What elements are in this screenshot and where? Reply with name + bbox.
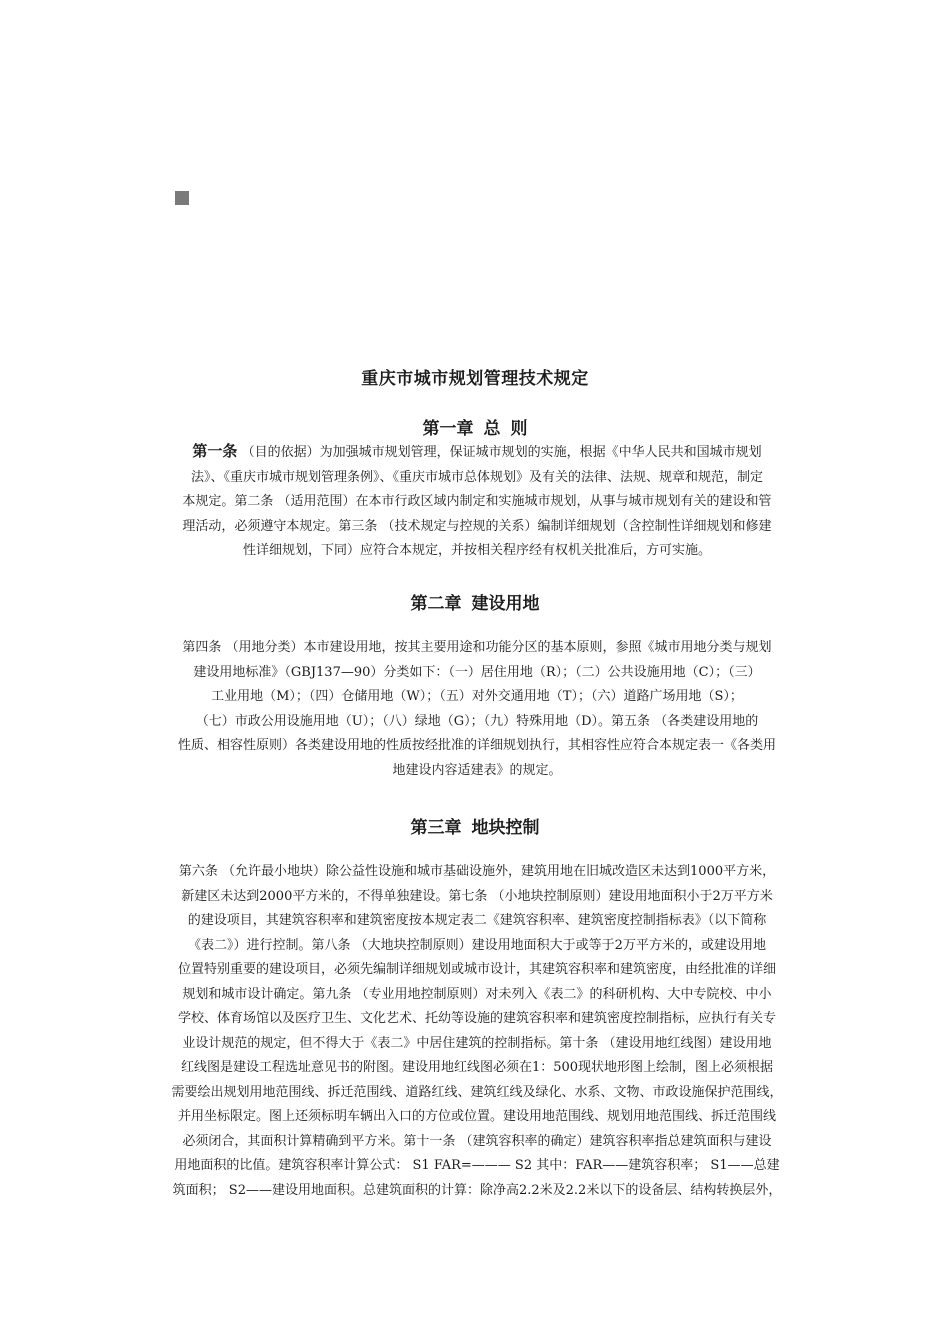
- chapter3-line-12: 用地面积的比值。建筑容积率计算公式： S1 FAR=——— S2 其中：FAR——建筑容积率； S1——总建: [174, 1158, 780, 1173]
- chapter3-line-0: 第六条 （允许最小地块）除公益性设施和城市基础设施外，建筑用地在旧城改造区未达到1000平方米，: [178, 864, 776, 879]
- document-title: 重庆市城市规划管理技术规定: [361, 369, 589, 389]
- chapter3-body: [144, 860, 810, 1203]
- chapter3-line-4: 位置特别重要的建设项目，必须先编制详细规划或城市设计，其建筑容积率和建筑密度，由经批准的详细: [177, 962, 776, 977]
- chapter3-heading: [0, 813, 950, 838]
- chapter1-line-4: 性详细规划，下同）应符合本规定，并按相关程序经有权机关批准后，方可实施。: [242, 543, 711, 558]
- chapter3-line-9: 需要绘出规划用地范围线、拆迁范围线、道路红线、建筑红线及绿化、水系、文物、市政设施保护范围线，: [171, 1084, 783, 1100]
- chapter3-heading-text: 地块控制: [471, 818, 540, 838]
- chapter3-line-7: 业设计规范的规定，但不得大于《表二》中居住建筑的控制指标。第十条 （建设用地红线图）建设用地: [182, 1035, 772, 1051]
- chapter1-line-0: 第一条 （目的依据）为加强城市规划管理，保证城市规划的实施，根据《中华人民共和国城市规划: [192, 442, 762, 460]
- chapter2-line-3: （七）市政公用设施用地（U）；（八）绿地（G）；（九）特殊用地（D）。第五条 （各类建设用地的: [195, 713, 759, 729]
- chapter2-heading-prefix: 第二章: [410, 594, 462, 614]
- chapter2-line-5: 地建设内容适建表》的规定。: [392, 762, 562, 778]
- chapter3-line-8: 红线图是建设工程选址意见书的附图。建设用地红线图必须在1：500现状地形图上绘制，图上必须根据: [180, 1060, 774, 1075]
- chapter2-body: [144, 636, 810, 783]
- chapter3-line-5: 规划和城市设计确定。第九条 （专业用地控制原则）对未列入《表二》的科研机构、大中专院校、中小: [182, 986, 772, 1002]
- chapter2-line-1: 建设用地标准》（GBJ137—90）分类如下：（一）居住用地（R）；（二）公共设施用地（C）；（三）: [193, 664, 761, 680]
- chapter1-heading-b: 则: [510, 419, 528, 439]
- chapter1-line-3: 理活动，必须遵守本规定。第三条 （技术规定与控规的关系）编制详细规划（含控制性详细规划和修建: [182, 518, 772, 534]
- chapter2-heading-text: 建设用地: [471, 594, 540, 614]
- chapter3-line-3: 《表二》）进行控制。第八条 （大地块控制原则）建设用地面积大于或等于2万平方米的，或建设用地: [188, 937, 766, 953]
- chapter1-heading-a: 总: [483, 419, 501, 439]
- chapter1-line-2: 本规定。第二条 （适用范围）在本市行政区域内制定和实施城市规划，从事与城市规划有关的建设和管: [182, 494, 772, 509]
- chapter2-line-4: 性质、相容性原则）各类建设用地的性质按经批准的详细规划执行，其相容性应符合本规定表一《各类用: [177, 738, 776, 753]
- chapter3-line-2: 的建设项目，其建筑容积率和建筑密度按本规定表二《建筑容积率、建筑密度控制指标表》（以下简称: [187, 913, 767, 928]
- chapter3-line-13: 筑面积； S2——建设用地面积。总建筑面积的计算：除净高2.2米及2.2米以下的设备层、结构转换层外，: [172, 1182, 782, 1198]
- chapter3-line-11: 必须闭合，其面积计算精确到平方米。第十一条 （建筑容积率的确定）建筑容积率指总建筑面积与建设: [182, 1133, 772, 1149]
- square-bullet-icon: [175, 191, 189, 205]
- chapter3-line-1: 新建区未达到2000平方米的，不得单独建设。第七条 （小地块控制原则）建设用地面积小于2万平方米: [181, 888, 773, 904]
- chapter1-line-1: 法》、《重庆市城市规划管理条例》、《重庆市城市总体规划》及有关的法律、法规、规章和规范，制定: [190, 469, 763, 485]
- article1-lead: 第一条: [192, 442, 238, 460]
- chapter3-heading-prefix: 第三章: [410, 818, 462, 838]
- chapter3-line-6: 学校、体育场馆以及医疗卫生、文化艺术、托幼等设施的建筑容积率和建筑密度控制指标，应执行有关专: [177, 1011, 776, 1026]
- chapter3-line-10: 并用坐标限定。图上还须标明车辆出入口的方位或位置。建设用地范围线、规划用地范围线、拆迁范围线: [177, 1109, 776, 1124]
- chapter2-line-0: 第四条 （用地分类）本市建设用地，按其主要用途和功能分区的基本原则，参照《城市用地分类与规划: [182, 640, 772, 655]
- chapter2-heading: [0, 589, 950, 614]
- chapter1-heading: [0, 414, 950, 439]
- chapter1-body: [144, 439, 810, 564]
- chapter1-heading-prefix: 第一章: [422, 419, 474, 439]
- chapter2-line-2: 工业用地（M）；（四）仓储用地（W）；（五）对外交通用地（T）；（六）道路广场用地（S）；: [211, 689, 743, 704]
